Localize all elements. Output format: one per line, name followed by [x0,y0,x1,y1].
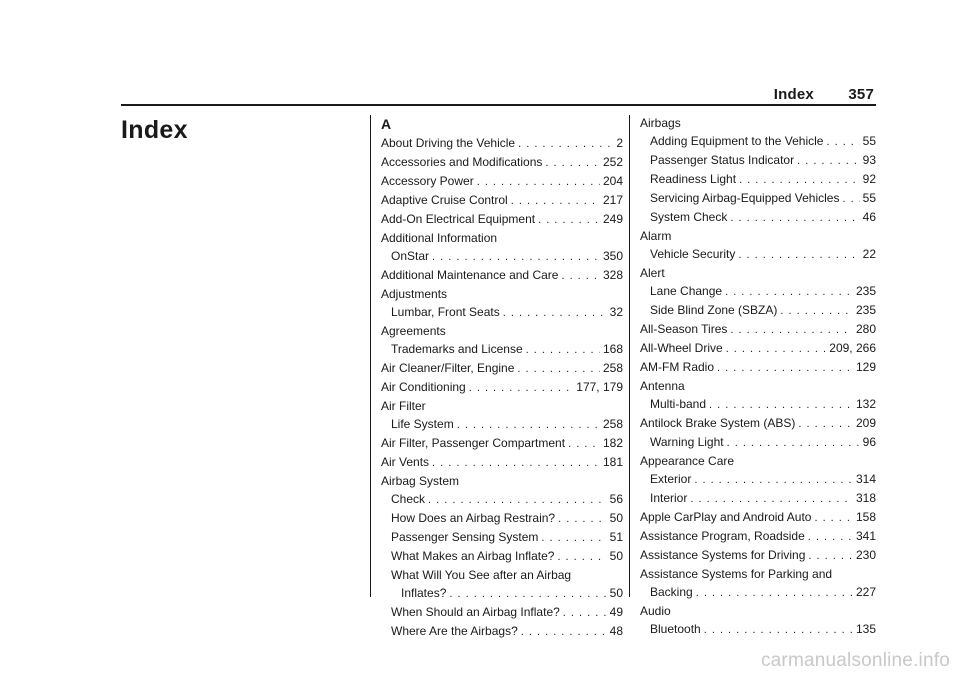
index-heading: Adjustments [381,287,448,301]
index-entry [381,434,623,453]
index-entry-text: Passenger Sensing System [391,530,539,544]
index-entry [640,339,876,358]
index-entry [381,547,623,566]
leader-dots [727,434,860,452]
index-entry-page: 22 [862,247,876,261]
index-entry-page: 50 [609,586,623,600]
leader-dots [726,340,827,358]
index-entry-text: About Driving the Vehicle [381,136,516,150]
leader-dots [432,248,600,266]
index-entry-text: OnStar [391,249,430,263]
leader-dots [739,171,860,189]
index-entry [640,132,876,151]
index-entry-page: 51 [609,530,623,544]
index-entry-text: Accessory Power [381,174,474,188]
index-entry-page: 235 [855,284,876,298]
index-entry [381,359,623,378]
leader-dots [538,211,600,229]
index-entry-text: Exterior [650,472,692,486]
index-entry [381,528,623,547]
index-entry-page: 55 [862,191,876,205]
index-entry-text: Additional Maintenance and Care [381,268,559,282]
index-entry-page: 227 [855,585,876,599]
index-heading: Airbags [640,116,681,130]
index-entry [381,603,623,622]
leader-dots [808,528,853,546]
index-entry-page: 55 [862,134,876,148]
leader-dots [725,283,853,301]
leader-dots [730,209,859,227]
index-entry-page: 2 [616,136,623,150]
index-entry-text: Where Are the Airbags? [391,624,518,638]
index-entry-text: How Does an Airbag Restrain? [391,511,556,525]
index-entry [381,415,623,434]
index-entry [640,282,876,301]
index-entry-text: Air Filter, Passenger Compartment [381,436,566,450]
leader-dots [432,454,600,472]
index-entry [640,189,876,208]
index-heading: Appearance Care [640,454,735,468]
index-entry-text: Apple CarPlay and Android Auto [640,510,812,524]
leader-dots [780,302,853,320]
index-entry-page: 314 [855,472,876,486]
index-entry-page: 341 [855,529,876,543]
index-entry-text: Vehicle Security [650,247,736,261]
index-entry-page: 280 [855,322,876,336]
index-entry [640,583,876,602]
leader-dots [798,415,853,433]
leader-dots [696,584,853,602]
index-entry-text: When Should an Airbag Inflate? [391,605,560,619]
header-rule [121,104,876,106]
index-entry-page: 182 [602,436,623,450]
index-entry-text: Antilock Brake System (ABS) [640,416,796,430]
index-entry-text: Readiness Light [650,172,737,186]
index-entry [640,320,876,339]
index-entry-page: 181 [602,455,623,469]
leader-dots [563,604,607,622]
index-heading: Audio [640,604,671,618]
index-entry-text: Air Conditioning [381,380,466,394]
index-heading: Airbag System [381,474,460,488]
index-entry-text: Accessories and Modifications [381,155,543,169]
index-heading: Additional Information [381,231,498,245]
index-entry [381,340,623,359]
index-list [640,114,876,639]
leader-dots [694,471,853,489]
index-entry-text: Warning Light [650,435,724,449]
index-entry [640,170,876,189]
index-entry [381,191,623,210]
index-entry [640,151,876,170]
index-entry-page: 50 [609,549,623,563]
index-entry-text: Assistance Program, Roadside [640,529,805,543]
index-entry [640,489,876,508]
index-entry [640,620,876,639]
index-entry-text: Check [391,492,426,506]
index-entry [640,358,876,377]
index-entry-page: 177, 179 [576,380,623,394]
index-entry-page: 217 [602,193,623,207]
leader-dots [704,621,853,639]
column-divider-left [370,115,371,597]
leader-dots [808,547,853,565]
index-entry-text: Backing [650,585,693,599]
index-entry [381,622,623,641]
index-entry-page: 252 [602,155,623,169]
index-entry [381,509,623,528]
index-entry-page: 158 [855,510,876,524]
index-entry [640,546,876,565]
leader-dots [558,510,607,528]
index-entry-page: 135 [855,622,876,636]
index-entry-page: 32 [609,305,623,319]
leader-dots [457,416,600,434]
index-entry-text: Add-On Electrical Equipment [381,212,536,226]
index-entry-page: 318 [855,491,876,505]
index-heading: Alert [640,266,665,280]
index-entry-page: 258 [602,417,623,431]
index-entry-text: Life System [391,417,454,431]
index-entry-page: 249 [602,212,623,226]
index-entry-text: Air Cleaner/Filter, Engine [381,361,515,375]
page-number: 357 [848,86,874,103]
index-entry-page: 92 [862,172,876,186]
index-entry-text: Multi-band [650,397,707,411]
index-entry-text: Bluetooth [650,622,701,636]
running-head [774,86,874,103]
index-entry-text: Assistance Systems for Driving [640,548,806,562]
index-entry-page: 235 [855,303,876,317]
index-entry-text: Lane Change [650,284,723,298]
index-entry-page: 46 [862,210,876,224]
leader-dots [730,321,853,339]
index-entry-page: 56 [609,492,623,506]
index-entry-text: Passenger Status Indicator [650,153,795,167]
index-entry [381,453,623,472]
index-entry [381,247,623,266]
index-entry-text: Trademarks and License [391,342,523,356]
leader-dots [842,190,859,208]
index-entry [640,433,876,452]
index-entry [381,153,623,172]
index-entry-page: 209, 266 [829,341,876,355]
index-entry [381,378,623,397]
index-entry-text: Inflates? [401,586,447,600]
index-entry-text: System Check [650,210,728,224]
leader-dots [568,435,600,453]
leader-dots [518,135,613,153]
leader-dots [738,246,859,264]
index-entry-page: 168 [602,342,623,356]
index-entry [640,245,876,264]
index-entry-page: 49 [609,605,623,619]
watermark: carmanualsonline.info [760,650,950,671]
index-entry-page: 96 [862,435,876,449]
index-entry [640,470,876,489]
index-entry-text: Side Blind Zone (SBZA) [650,303,778,317]
index-entry [381,172,623,191]
running-head-section: Index [773,86,814,103]
index-entry-page: 129 [855,360,876,374]
leader-dots [826,133,859,151]
index-entry-page: 258 [602,361,623,375]
index-entry [381,210,623,229]
index-entry [381,303,623,322]
index-list [381,134,623,641]
leader-dots [797,152,860,170]
leader-dots [521,623,607,641]
index-entry [640,414,876,433]
index-entry-page: 48 [609,624,623,638]
leader-dots [428,491,607,509]
index-heading: What Will You See after an Airbag [391,568,572,582]
index-entry [381,490,623,509]
leader-dots [511,192,600,210]
index-entry-text: All-Season Tires [640,322,728,336]
index-column-1 [381,114,623,641]
index-entry [640,301,876,320]
index-heading: Air Filter [381,399,426,413]
leader-dots [449,585,606,603]
index-entry [640,395,876,414]
index-entry-page: 209 [855,416,876,430]
index-entry-page: 132 [855,397,876,411]
index-entry-text: Interior [650,491,688,505]
leader-dots [557,548,606,566]
index-entry-page: 328 [602,268,623,282]
leader-dots [814,509,853,527]
leader-dots [541,529,606,547]
leader-dots [717,359,853,377]
index-entry-page: 93 [862,153,876,167]
column-divider-right [629,115,630,597]
leader-dots [503,304,607,322]
index-entry-text: Servicing Airbag-Equipped Vehicles [650,191,840,205]
leader-dots [477,173,600,191]
index-entry-text: Air Vents [381,455,430,469]
index-entry-page: 230 [855,548,876,562]
index-entry-text: AM-FM Radio [640,360,715,374]
index-entry [640,527,876,546]
leader-dots [690,490,853,508]
index-entry [381,266,623,285]
index-entry [381,584,623,603]
index-entry [640,208,876,227]
index-letter: A [381,116,392,132]
index-entry-text: Adding Equipment to the Vehicle [650,134,824,148]
leader-dots [545,154,600,172]
index-entry-text: All-Wheel Drive [640,341,723,355]
leader-dots [469,379,574,397]
index-column-2 [640,114,876,639]
index-entry-page: 350 [602,249,623,263]
leader-dots [526,341,600,359]
index-heading: Antenna [640,379,685,393]
index-entry-text: What Makes an Airbag Inflate? [391,549,555,563]
leader-dots [709,396,853,414]
leader-dots [517,360,600,378]
index-entry-text: Lumbar, Front Seats [391,305,500,319]
index-entry-page: 204 [602,174,623,188]
index-entry-page: 50 [609,511,623,525]
index-entry [381,134,623,153]
index-entry [640,508,876,527]
index-heading: Agreements [381,324,446,338]
page-title: Index [121,116,188,144]
index-heading: Alarm [640,229,672,243]
index-heading: Assistance Systems for Parking and [640,567,833,581]
index-entry-text: Adaptive Cruise Control [381,193,508,207]
leader-dots [561,267,600,285]
